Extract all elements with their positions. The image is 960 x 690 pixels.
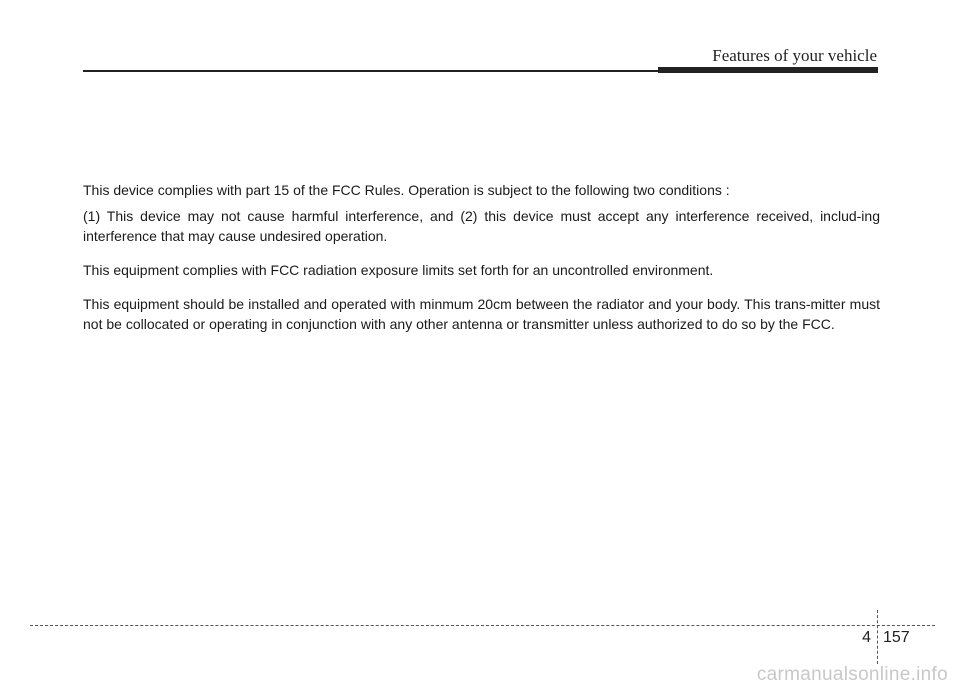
footer-rule (30, 625, 935, 626)
paragraph-installation: This equipment should be installed and operated with minmum 20cm between the radiator and your body. This trans-mitter must not be collocated or operating in conjunction with any other antenna or transmitter unless authorized to do so by the FCC. (83, 296, 880, 332)
header-rule (83, 70, 658, 72)
paragraph-conditions: (1) This device may not cause harmful interference, and (2) this device must accept any interference received, includ-ing interference that may cause undesired operation. (83, 208, 880, 244)
page-number: 157 (883, 629, 910, 646)
body-text (83, 180, 880, 348)
paragraph-fcc-compliance: This device complies with part 15 of the FCC Rules. Operation is subject to the following two conditions : (83, 182, 730, 198)
header-rule-accent (658, 67, 878, 73)
section-title: Features of your vehicle (712, 46, 877, 65)
chapter-number: 4 (862, 629, 871, 646)
footer-divider (877, 610, 878, 664)
watermark: carmanualsonline.info (756, 664, 948, 685)
paragraph-radiation-limits: This equipment complies with FCC radiation exposure limits set forth for an uncontrolled environment. (83, 262, 714, 278)
